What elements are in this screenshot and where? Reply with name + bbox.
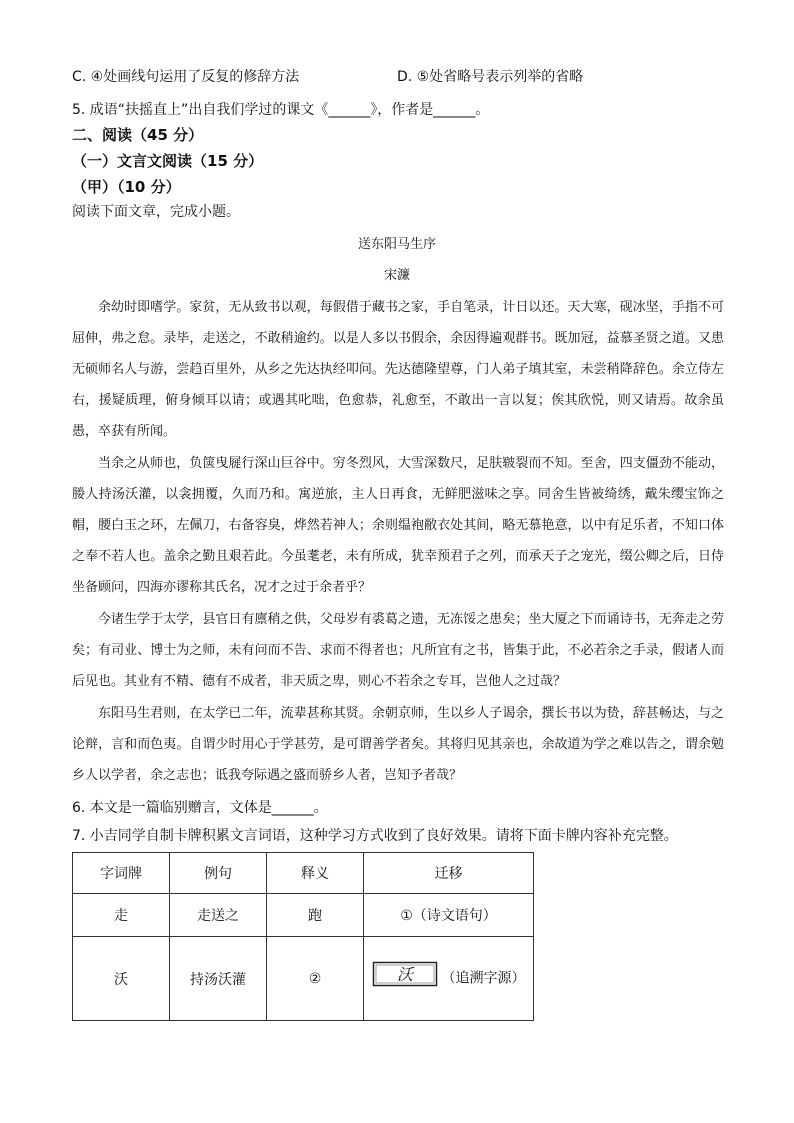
- passage-paragraph-4: 东阳马生君则，在太学已二年，流辈甚称其贤。余朝京师，生以乡人子谒余，撰长书以为贽，辞甚畅达，与之论辩，言和而色夷。自谓少时用心于学甚劳，是可谓善学者矣。其将归见其亲也，余故道为学之难以告之，谓余勉乡人以学者，余之志也；诋我夸际遇之盛而骄乡人者，岂知予者哉？: [72, 706, 724, 783]
- table-row: [73, 894, 534, 937]
- table-cell: 跑: [267, 894, 364, 937]
- seal-character-icon: [372, 961, 438, 987]
- passage-paragraph-2: 当余之从师也，负箧曳屣行深山巨谷中。穷冬烈风，大雪深数尺，足肤皲裂而不知。至舍，四支僵劲不能动，媵人持汤沃灌，以衾拥覆，久而乃和。寓逆旅，主人日再食，无鲜肥滋味之享。同舍生皆被绮绣，戴朱缨宝饰之帽，腰白玉之环，左佩刀，右备容臭，烨然若神人；余则缊袍敝衣处其间，略无慕艳意，以中有足乐者，不知口体之奉不若人也。盖余之勤且艰若此。今虽耄老，未有所成，犹幸预君子之列，而承天子之宠光，缀公卿之后，日侍坐备顾问，四海亦谬称其氏名，况才之过于余者乎？: [72, 456, 724, 595]
- passage-paragraph-1: 余幼时即嗜学。家贫，无从致书以观，每假借于藏书之家，手自笔录，计日以还。天大寒，砚冰坚，手指不可屈伸，弗之怠。录毕，走送之，不敢稍逾约。以是人多以书假余，余因得遍观群书。既加冠，益慕圣贤之道。又患无硕师名人与游，尝趋百里外，从乡之先达执经叩问。先达德隆望尊，门人弟子填其室，未尝稍降辞色。余立侍左右，援疑质理，俯身倾耳以请；或遇其叱咄，色愈恭，礼愈至，不敢出一言以复；俟其欣悦，则又请焉。故余虽愚，卒获有所闻。: [72, 300, 724, 439]
- question-6: 6. 本文是一篇临别赠言，文体是______。: [72, 800, 328, 816]
- option-c: C. ④处画线句运用了反复的修辞方法: [72, 69, 300, 85]
- table-cell: 沃: [73, 937, 170, 1021]
- option-d: D. ⑤处省略号表示列举的省略: [397, 69, 584, 85]
- table-header-row: [73, 853, 534, 894]
- subsection-heading: （一）文言文阅读（15 分）: [72, 152, 264, 170]
- etymology-cell: [364, 937, 534, 1021]
- header-cell: 迁移: [364, 853, 534, 894]
- table-cell: ①（诗文语句）: [364, 894, 534, 937]
- passage-paragraph-3: 今诸生学于太学，县官日有廪稍之供，父母岁有裘葛之遗，无冻馁之患矣；坐大厦之下而诵诗书，无奔走之劳矣；有司业、博士为之师，未有问而不告、求而不得者也；凡所宜有之书，皆集于此，不必若余之手录，假诸人而后见也。其业有不精、德有不成者，非天质之卑，则心不若余之专耳，岂他人之过哉？: [72, 612, 724, 689]
- header-cell: 例句: [170, 853, 267, 894]
- part-heading: （甲）（10 分）: [72, 178, 181, 196]
- table-cell-text: （追溯字源）: [441, 970, 526, 987]
- reading-instruction: 阅读下面文章，完成小题。: [72, 204, 240, 220]
- seal-character: 沃: [396, 965, 413, 984]
- header-cell: 释义: [267, 853, 364, 894]
- table-cell: 走: [73, 894, 170, 937]
- table-cell: 持汤沃灌: [170, 937, 267, 1021]
- passage-title: 送东阳马生序: [357, 237, 436, 252]
- section-heading: 二、阅读（45 分）: [72, 126, 204, 144]
- word-card-table: [72, 852, 534, 1021]
- passage-author: 宋濂: [383, 268, 410, 283]
- table-cell: ②: [267, 937, 364, 1021]
- question-7: 7. 小吉同学自制卡牌积累文言词语，这种学习方式收到了良好效果。请将下面卡牌内容补充完整。: [72, 828, 678, 844]
- table-row: [73, 937, 534, 1021]
- table-cell: 走送之: [170, 894, 267, 937]
- ancient-script-image: [372, 961, 438, 996]
- header-cell: 字词牌: [73, 853, 170, 894]
- question-5: 5. 成语“扶摇直上”出自我们学过的课文《______》，作者是______。: [72, 102, 490, 118]
